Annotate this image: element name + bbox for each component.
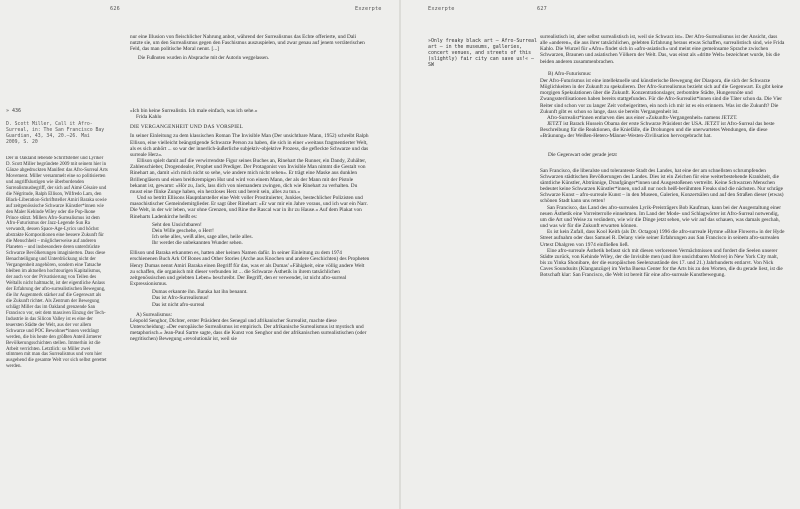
- list-b-title: B) Afro-Futurismus:: [548, 70, 592, 77]
- paragraph-3: Afro-Surrealist*innen entlarven dies aus einer »Zukunfts-Vergangenheit« namens JETZT.: [547, 114, 738, 121]
- poem-line: Das ist Afro-Surrealismus!: [152, 295, 209, 302]
- citation: D. Scott Miller, Call it Afro-Surreal, in: The San Francisco Bay Guardian, 43, 34, 20.–26. Mai 2009, S. 20: [6, 122, 105, 145]
- paragraph-6: San Francisco, das Land des afro-surrealen Lyrik-Preisträgers Bob Kaufman, kann bei der Ausgestaltung einer neuen Ästhetik eine Vorreiterrolle einnehmen. Im Land der Mode- und Schlagwörter ist Afro-Surreal notwendig, um die Art und Weise zu verändern, wie wir die Dinge jetzt sehen, wie wir auf das schauen, was damals geschah, und was wir für die Zukunft erwarten können.: [540, 204, 782, 230]
- poem-line: Dein Wille geschehe, o Herr!: [152, 227, 214, 234]
- poem-line: Ich sehe alles, weiß alles, sage alles, heile alles.: [152, 233, 253, 240]
- section-heading: DIE VERGANGENHEIT UND DAS VORSPIEL: [130, 124, 244, 131]
- poem-block-2: [152, 289, 370, 307]
- pull-quote: »Only freaky black art – Afro-Surreal art – in the museums, galleries, concert venues, and streets of this (slightly) fair city can save us!« – SW: [428, 38, 537, 68]
- right-page: [400, 0, 800, 509]
- paragraph-5: San Francisco, die liberalste und toleranteste Stadt des Landes, hat eine der am schnellsten schrumpfenden Schwarzen städtischen Bevölkerungen des Landes. Dies ist ein Zeichen für eine weiterbestehende Krankheit, die sämtliche Künstler, Abtrünnige, Draufgänger*innen und Ausgestoßenen vertreibt. Keine Schwarzen Menschen bedeutet keine Schwarzen Künstler*innen, und all nur noch heiß-berühmten Freaks sind die nächsten. Nur schräge Schwarze Kunst – afro-surreale Kunst – in den Museen, Galerien, Konzertsälen und auf den Straßen dieser (etwas) schönen Stadt kann uns retten!: [540, 167, 784, 205]
- epigraph: »Ich bin keine Surrealistin. Ich male einfach, was ich sehe.«: [130, 108, 258, 114]
- poem-line: Dumas erkannte ihn. Baraka hat ihn benannt.: [152, 289, 248, 296]
- page-number-left: 626: [110, 6, 120, 12]
- paragraph-1: surrealistisch ist, aber selbst surrealistisch ist, weil sie Schwarz ist«. Der Afro-Surrealismus ist der Ansicht, dass alle »anderen«, die aus ihrer tatsächlichen, gelebten Erfahrung heraus etwas Schaffen, surrealistisch sind, wie Frida Kahlo. Die Wurzel für »Afro« findet sich in »afro-asiatisch« und meint eine gemeinsame Sprache zwischen Schwarzen, Braunen und asiatischen Völkern der Welt. Das, was einst als »dritte Welt« bezeichnet wurde, bis die beiden anderen zusammenbrachen.: [540, 34, 785, 65]
- top-paragraph: [130, 34, 365, 63]
- running-head-right: Exzerpte: [428, 6, 455, 12]
- epigraph-author: Frida Kahlo: [136, 114, 162, 121]
- paragraph-2: Der Afro-Futurismus ist eine intellektuelle und künstlerische Bewegung der Diaspora, die sich der Schwarze Möglichkeiten in der Zukunft zu spekulieren. Der Afro-Surrealismus bezieht sich auf die Gegenwart. Es gibt keine morgigen Spekulationen über die Zukunft. Konzentrationslager, zerbombte Städte, Hungersnöte und Zwangssterilisationen haben bereits stattgefunden. Für die Afro-Surrealist*innen sind die Täter schon da. Die Vier Reiter sind schon vor zu langer Zeit vorbeigeritten, ein noch ich mir ist es ein erinnern. Was ist die Zukunft? Die Zukunft gibt es schon so lange, dass sie bereits Vergangenheit ist.: [540, 77, 784, 115]
- paragraph-2: Ellison spielt damit auf die verwirrendste Figur seines Buches an, Rinehart the Runner, ein Dandy, Zuhälter, Zahlenschieber, Drogendealer, Prophet und Prediger. Der Protagonist von Invisible Man nimmt die Gestalt von Rinehart an, damit »ich mich nicht so sehe, wie andere mich nicht sehen«. Er trägt eine Maske aus dunklen Brillengläsern und einen breitkrempigen Hut und wird von einem Mann, der als der Mann mit der Pistole bekannt ist, gewarnt: »Hör zu, Jack, lass dich von niemandem zwingen, dich wie Rinehart zu verhalten. Du musst eine flinke Zunge haben, ein herzloses Herz und bereit sein, alles zu tun.«: [130, 158, 367, 195]
- paragraph-4: Ellison und Baraka erkannten es, hatten aber keinen Namen dafür. In seiner Einleitung zu dem 1974 erschienenen Buch Ark Of Bones and Other Stories (Arche aus Knochen und andere Geschichten) des Propheten Henry Dumas nennt Amiri Baraka einen Begriff für das, was er als Dumas' »Fähigkeit, eine völlig andere Welt zu schaffen, die organisch mit dieser verbunden ist ... die Schwarze Ästhetik in ihrem tatsächlichen zeitgenössischen und gelebten Leben« beschreibt. Der Begriff, den er verwendet, ist nicht afro-surreal Expressionismus.: [130, 250, 370, 288]
- section-heading-2: Die Gegenwart oder gerade jetzt: [548, 151, 617, 158]
- paragraph-1: In seiner Einleitung zu dem klassischen Roman The Invisible Man (Der unsichtbare Mann, 1952) schreibt Ralph Ellison, eine vielleicht beängstigende Schwarze Person zu haben, die sich in einer »weitaus fragmentierter Welt, als es sich anhört ... so war der innerlich-äußerliche subjektiv-objektive Prozess, die gefleckte Schwarze und das surreale Herz«.: [130, 133, 369, 158]
- margin-reference-number: » 436: [6, 108, 22, 114]
- poem-line: Das ist nicht afro-surreal: [152, 301, 205, 308]
- page-number-right: 627: [537, 6, 547, 12]
- paragraph-5: Léopold Senghor, Dichter, erster Präsident des Senegal und afrikanischer Surrealist, machte diese Unterscheidung: »Der europäische Surrealismus ist empirisch. Der afrikanische Surrealismus ist mystisch und metaphorisch.« Jean-Paul Sartre sagte, dass die Kunst von Senghor und der afrikanischen surrealistischen (oder negritischen) Bewegung »revolutionär ist, weil sie: [130, 317, 367, 343]
- top-paragraph-text: nur eine Illusion von fleischlicher Nahrung anbot, während der Surrealismus das Echte offerierte, und Dali nutzte sie, um den Surrealismus gegen den Faschismus auszuspielen, und zwar genau auf jenem verräterischen Feld, das man politische Moral nennt. [...]: [130, 34, 365, 53]
- intro-bio: Der in Oakland lebende Schriftsteller und Lyriker D. Scott Miller begründete 2009 mit seinem hier in Gänze abgedruckten Manifest das Afro-Surreal Arts Movement. Miller versammelt eine so politisierten und angriffslustigen wie überbordenden Surrealismusbegriff, der sich auf Aimé Césaire und die Négritude, Ralph Ellison, Wilfredo Lam, den Black-Liberation-Schriftsteller Amiri Baraka sowie auf zeitgenössische Schwarze Künstler*innen wie den Maler Kehinde Wiley oder die Pop-Ikone Prince stützt. Millers Afro-Surrealismus ist dem Afro-Futurismus der Jazz-Legende Sun Ra verwandt, dessen Space-Age-Lyrics und höchst abstrakte Kompositionen eine bessere Zukunft für die Menschheit – möglicherweise auf anderen Planeten – und insbesondere deren unterdrückte Schwarze Bevölkerungen imaginierten. Dass diese Benachteiligung und Unterdrückung nicht der Vergangenheit angehören, sondern eine Tatsache bleiben im aktuellen hochtourigen Kapitalismus, der auch vor der Privatisierung von Teilen des Weltalls nicht haltmacht, ist der eigentliche Anlass der Erfahrung der afro-surrealistischen Bewegung, die ihr Augenmerk stärker auf die Gegenwart als die Zukunft richtet. Als Zentrum der Bewegung schlägt Miller das im Oakland grenzende San Francisco vor, seit dem massiven Einzug der Tech-Industrie in das Silicon Valley ist es eine der teuersten Städte der Welt, aus der vor allem Schwarze und POC Bewohner*innen verdrängt werden, die bis heute den größten Anteil ärmerer Bevölkerungsschichten stellen. Immerhin ist die Arbeit verrichten. Letztlich: so Miller zwei stimmen mit man das Surrealismus und vom hier ausgehend die gesamte Welt vor sich selbst gerettet werden.: [6, 156, 108, 370]
- footnote: Die Fußnoten wurden in Absprache mit der Autorin weggelassen.: [138, 56, 269, 62]
- main-column-left: [130, 108, 370, 506]
- poem-line: Seht den Unsichtbaren!: [152, 221, 202, 228]
- paragraph-8: Eine afro-surreale Ästhetik befasst sich mit diesen verlorenen Vermächtnissen und fordert die Seelen unserer Städte zurück, von Kehinde Wiley, der die Invisible men (und ihre unsichtbaren Motive) in New York City malt, bis zu Yinka Shonibare, der die europäischen Seelenzustände des 17. und 21.) Jahrhunderts entlarvt. Von Nick Caves Soundsuits (Klanganzüge) im Yerba Buena Center for the Arts bis zu den Worten, die du gerade liest, ist die Botschaft klar: San Francisco, die Welt ist bereit für eine afro-surreale Kunstbewegung.: [540, 247, 783, 279]
- main-column-right: [540, 34, 785, 506]
- paragraph-3: Und so betritt Ellisons Hauptdarsteller eine Welt voller Prostituierter, Junkies, bestechlicher Polizisten und masochistischer Gemeindemitglieder. Er sagt über Rinehart: »Er war mir ein Jahre voraus, und ich war ein Narr. Die Welt, in der wir leben, war ohne Grenzen, und Rine the Rascal war in ihr zu Hause.« Auf dem Plakat von Rineharts Ladenkirche heißt es:: [130, 195, 368, 220]
- poem-block: [152, 222, 370, 247]
- paragraph-4: JETZT ist Barack Hussein Obama der erste Schwarze Präsident der USA. JETZT ist Afro-Surreal das beste Beschreibung für die Reaktionen, die Kniefälle, die Drohungen und die unerwartetes Wendungen, die diese »Bräunung« der Weißen-Hetero-Männer-Westen-Zivilisation hervorgebracht hat.: [540, 121, 775, 140]
- poem-line: Ihr werdet die unbekannten Wunder sehen.: [152, 240, 243, 247]
- running-head-left: Exzerpte: [355, 6, 382, 12]
- list-a-title: A) Surrealismus:: [136, 311, 173, 318]
- paragraph-7: Es ist kein Zufall, dass Kool Keith (als Dr. Octagon) 1996 die afro-surreale Hymne »Blue Flowers« in der Hyde Street aufnahm oder dass Samuel R. Delany viele seiner Erfahrungen aus San Francisco in seinem afro-surrealen Urtext Dhalgren von 1974 einfließen ließ.: [540, 229, 785, 248]
